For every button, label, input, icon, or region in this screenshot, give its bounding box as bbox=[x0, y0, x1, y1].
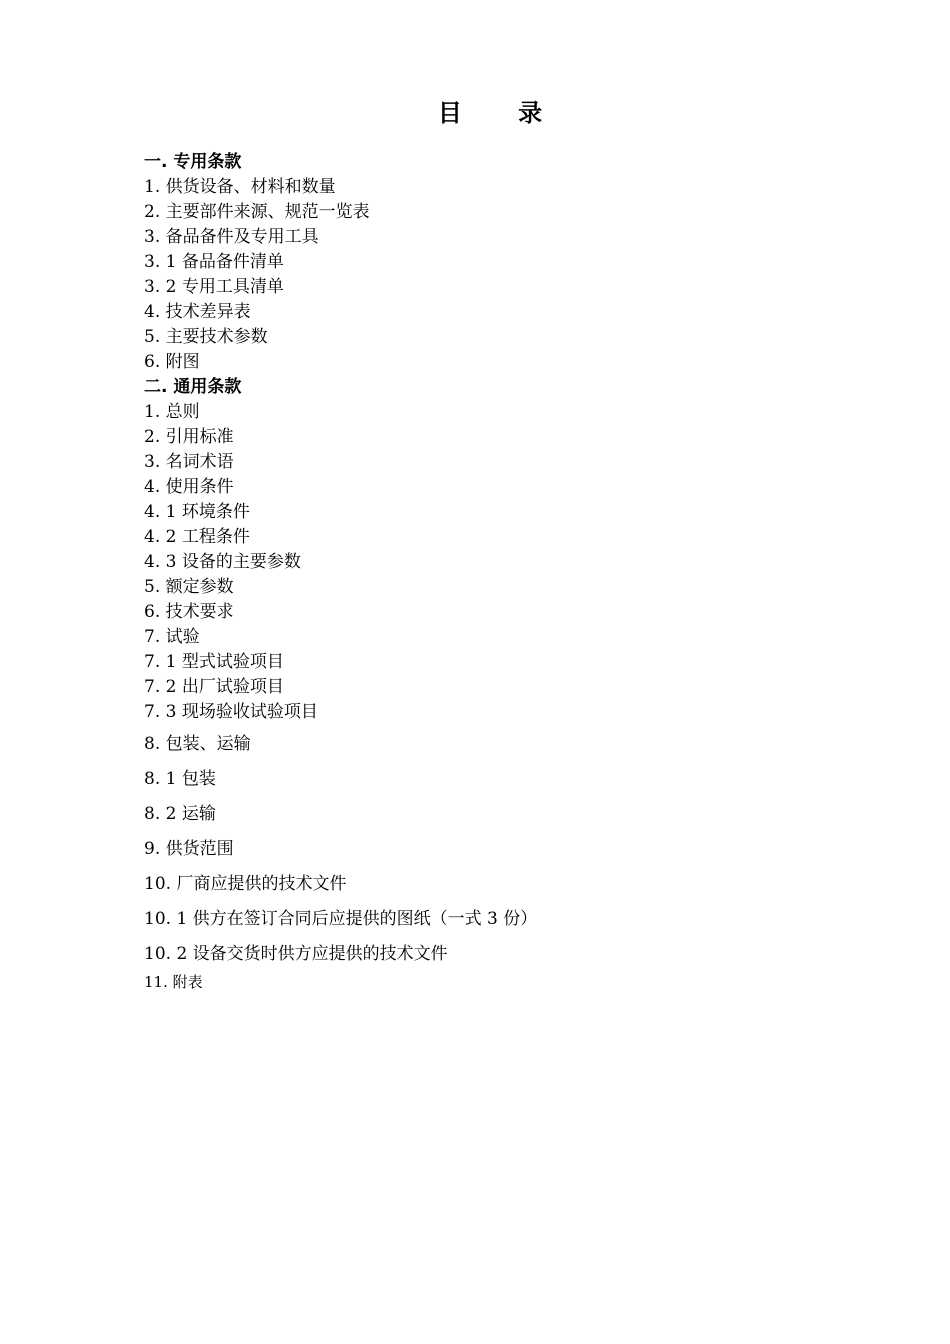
toc-item: 4. 3 设备的主要参数 bbox=[144, 552, 301, 572]
toc-item: 5. 主要技术参数 bbox=[144, 327, 268, 347]
page-title: 目 录 bbox=[437, 99, 567, 127]
toc-item: 6. 技术要求 bbox=[144, 602, 234, 622]
toc-item: 9. 供货范围 bbox=[144, 839, 234, 859]
toc-item: 4. 使用条件 bbox=[144, 477, 234, 497]
toc-item: 8. 2 运输 bbox=[144, 804, 216, 824]
toc-item: 2. 主要部件来源、规范一览表 bbox=[144, 202, 370, 222]
toc-item: 5. 额定参数 bbox=[144, 577, 234, 597]
toc-heading-general-terms: 二. 通用条款 bbox=[144, 377, 242, 397]
toc-item: 3. 2 专用工具清单 bbox=[144, 277, 284, 297]
toc-item: 8. 1 包装 bbox=[144, 769, 216, 789]
toc-item: 7. 2 出厂试验项目 bbox=[144, 677, 284, 697]
toc-item: 4. 2 工程条件 bbox=[144, 527, 250, 547]
toc-item: 8. 包装、运输 bbox=[144, 734, 251, 754]
toc-item: 7. 3 现场验收试验项目 bbox=[144, 702, 318, 722]
toc-item: 6. 附图 bbox=[144, 352, 200, 372]
toc-item: 3. 备品备件及专用工具 bbox=[144, 227, 319, 247]
toc-item: 4. 技术差异表 bbox=[144, 302, 251, 322]
toc-item: 2. 引用标准 bbox=[144, 427, 234, 447]
toc-item: 3. 1 备品备件清单 bbox=[144, 252, 284, 272]
toc-item: 7. 1 型式试验项目 bbox=[144, 652, 284, 672]
toc-heading-special-terms: 一. 专用条款 bbox=[144, 152, 242, 172]
toc-item: 7. 试验 bbox=[144, 627, 200, 647]
toc-item: 10. 2 设备交货时供方应提供的技术文件 bbox=[144, 944, 448, 964]
toc-item: 10. 厂商应提供的技术文件 bbox=[144, 874, 347, 894]
toc-item: 3. 名词术语 bbox=[144, 452, 234, 472]
toc-item: 11. 附表 bbox=[144, 973, 203, 991]
toc-item: 10. 1 供方在签订合同后应提供的图纸（一式 3 份） bbox=[144, 909, 538, 929]
toc-item: 1. 供货设备、材料和数量 bbox=[144, 177, 336, 197]
toc-item: 1. 总则 bbox=[144, 402, 200, 422]
toc-item: 4. 1 环境条件 bbox=[144, 502, 250, 522]
